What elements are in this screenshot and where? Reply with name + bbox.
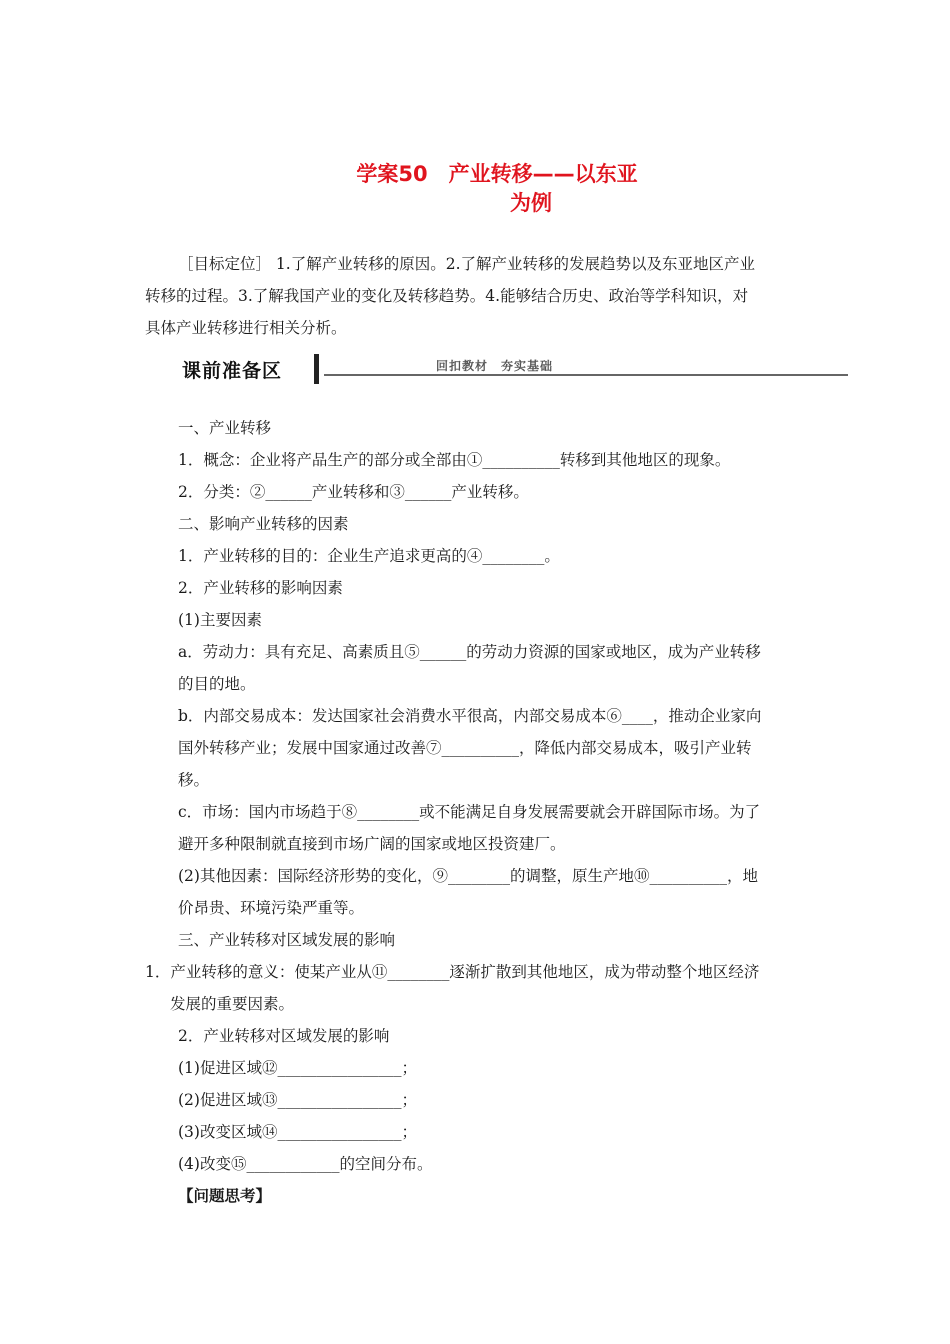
page-title-continued: 为例 <box>510 191 552 215</box>
content-line: 2．产业转移的影响因素 <box>178 579 343 597</box>
objectives-line-1: ［目标定位］ 1.了解产业转移的原因。2.了解产业转移的发展趋势以及东亚地区产业 <box>178 255 756 273</box>
content-line: 避开多种限制就直接到市场广阔的国家或地区投资建厂。 <box>178 835 566 853</box>
heading-factors: 二、影响产业转移的因素 <box>178 515 349 533</box>
content-line: (3)改变区域⑭________________； <box>178 1123 417 1141</box>
content-line: 1．概念：企业将产品生产的部分或全部由①__________转移到其他地区的现象。 <box>178 451 731 469</box>
objectives-line-2: 转移的过程。3.了解我国产业的变化及转移趋势。4.能够结合历史、政治等学科知识，对 <box>145 287 749 305</box>
section-banner <box>178 352 848 386</box>
content-line: (2)其他因素：国际经济形势的变化，⑨________的调整，原生产地⑩__________，地 <box>178 867 758 885</box>
content-line: (1)主要因素 <box>178 611 262 629</box>
content-line: 移。 <box>178 771 210 789</box>
content-line: 国外转移产业；发展中国家通过改善⑦__________，降低内部交易成本，吸引产业转 <box>178 739 752 757</box>
content-line: 2．产业转移对区域发展的影响 <box>178 1027 390 1045</box>
section-banner-bar <box>314 354 319 384</box>
page-title: 学案50 产业转移——以东亚 <box>356 162 638 186</box>
content-line: 价昂贵、环境污染严重等。 <box>178 899 365 917</box>
content-line: b．内部交易成本：发达国家社会消费水平很高，内部交易成本⑥____，推动企业家向 <box>178 707 762 725</box>
content-line: c．市场：国内市场趋于⑧________或不能满足自身发展需要就会开辟国际市场。为了 <box>178 803 761 821</box>
content-line: 1．产业转移的目的：企业生产追求更高的④________。 <box>178 547 560 565</box>
content-line: (4)改变⑮____________的空间分布。 <box>178 1155 433 1173</box>
heading-industry-transfer: 一、产业转移 <box>178 419 272 437</box>
content-line: 发展的重要因素。 <box>170 995 295 1013</box>
question-heading: 【问题思考】 <box>178 1186 272 1205</box>
heading-regional-impact: 三、产业转移对区域发展的影响 <box>178 931 396 949</box>
content-line: (1)促进区域⑫________________； <box>178 1059 417 1077</box>
section-banner-label: 课前准备区 <box>182 360 283 382</box>
content-line: 2．分类：②______产业转移和③______产业转移。 <box>178 483 529 501</box>
section-banner-subtitle: 回扣教材 夯实基础 <box>436 359 554 373</box>
content-line: 的目的地。 <box>178 675 256 693</box>
section-banner-rule <box>324 374 848 376</box>
content-line: a．劳动力：具有充足、高素质且⑤______的劳动力资源的国家或地区，成为产业转移 <box>178 643 761 661</box>
content-line: (2)促进区域⑬________________； <box>178 1091 417 1109</box>
objectives-line-3: 具体产业转移进行相关分析。 <box>145 319 347 337</box>
content-line: 1．产业转移的意义：使某产业从⑪________逐渐扩散到其他地区，成为带动整个地区经济 <box>145 963 760 981</box>
